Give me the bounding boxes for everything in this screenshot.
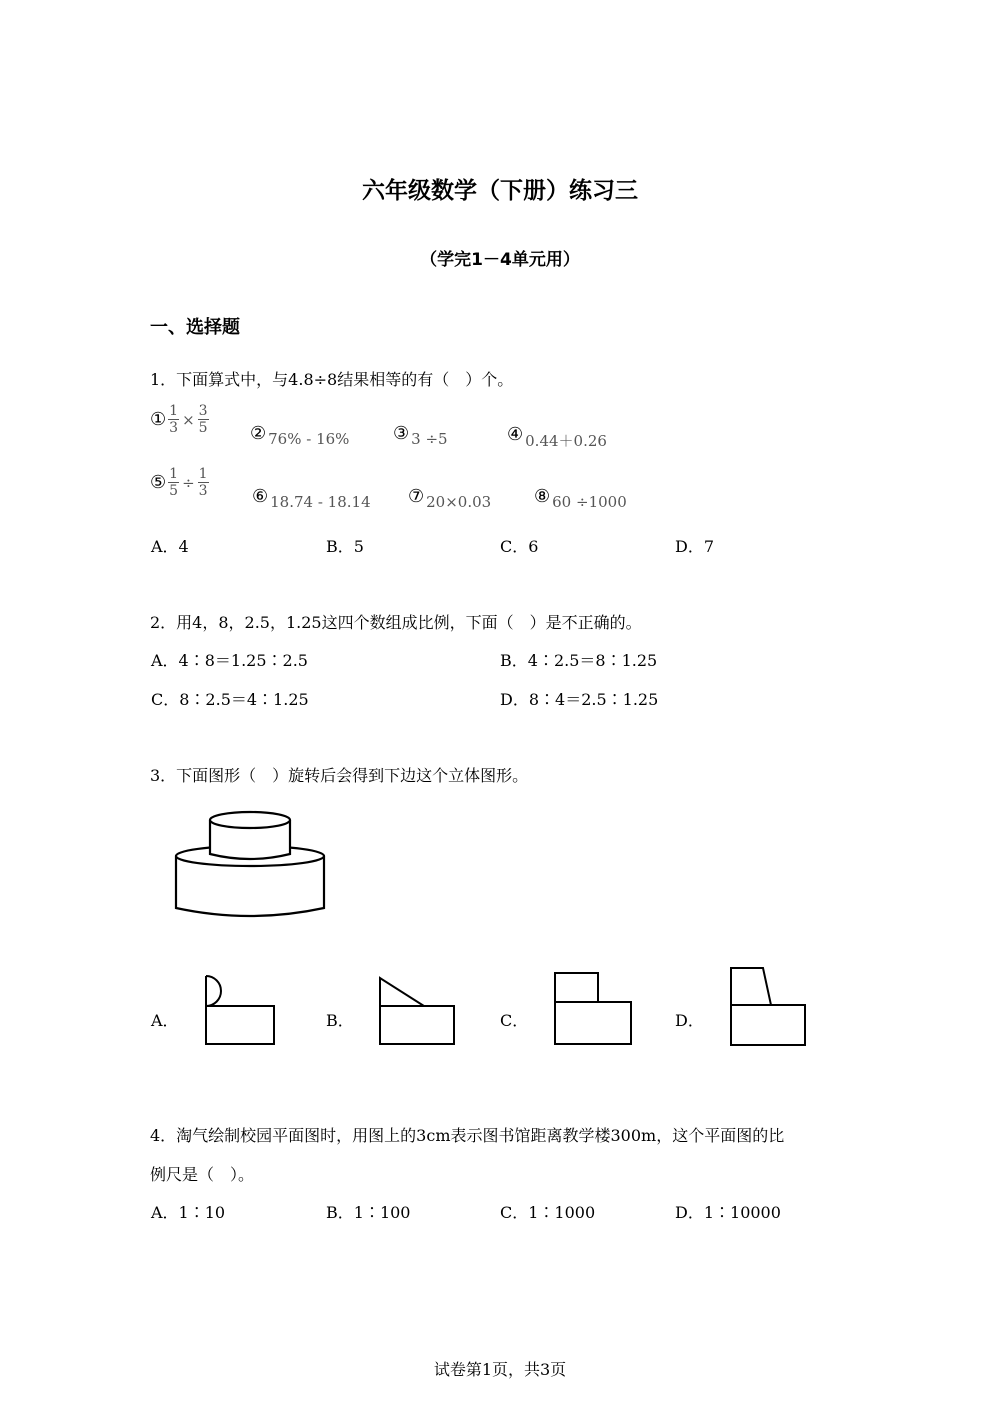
q3-option-d[interactable]: D．	[675, 1011, 704, 1030]
q2-option-d[interactable]: D．8∶4＝2.5∶1.25	[500, 690, 659, 709]
question-1-stem: 1．下面算式中，与4.8÷8结果相等的有（ ）个。	[150, 370, 514, 389]
item-number: ①	[150, 409, 167, 430]
q4-option-b[interactable]: B．1∶100	[326, 1203, 411, 1222]
expression: 18.74 - 18.14	[270, 493, 371, 511]
question-2-stem: 2．用4，8，2.5，1.25这四个数组成比例，下面（ ）是不正确的。	[150, 613, 642, 632]
question-4-stem-line2: 例尺是（ ）。	[150, 1165, 255, 1184]
page-footer: 试卷第1页，共3页	[433, 1360, 567, 1379]
q1-expression-1	[150, 403, 209, 436]
q2-option-b[interactable]: B．4∶2.5＝8∶1.25	[500, 651, 658, 670]
q1-expression-7	[408, 481, 491, 511]
option-b-shape	[374, 972, 460, 1048]
page-title: 六年级数学（下册）练习三	[362, 178, 638, 204]
stacked-cylinder-figure	[170, 808, 332, 924]
q2-option-a[interactable]: A．4∶8＝1.25∶2.5	[151, 651, 308, 670]
q4-option-d[interactable]: D．1∶10000	[675, 1203, 781, 1222]
q1-expression-6	[252, 481, 371, 511]
fraction: $\frac{1}{3}$	[169, 403, 179, 436]
item-number: ④	[507, 424, 524, 445]
fraction: $\frac{1}{5}$	[169, 466, 179, 499]
item-number: ③	[393, 422, 410, 444]
expression: 0.44＋0.26	[525, 432, 607, 450]
q4-option-c[interactable]: C．1∶1000	[500, 1203, 596, 1222]
item-number: ⑧	[534, 485, 551, 507]
section-heading: 一、选择题	[150, 317, 240, 338]
q1-expression-2	[250, 418, 349, 448]
expression: 60 ÷1000	[552, 493, 627, 511]
operator: ×	[182, 410, 195, 429]
q1-expression-8	[534, 481, 627, 511]
question-3-stem: 3．下面图形（ ）旋转后会得到下边这个立体图形。	[150, 766, 529, 785]
item-number: ⑤	[150, 472, 167, 493]
expression: 76% - 16%	[268, 430, 350, 448]
option-a-shape	[198, 972, 280, 1048]
q1-expression-4	[507, 418, 607, 451]
item-number: ⑦	[408, 485, 425, 507]
q1-option-b[interactable]: B．5	[326, 537, 364, 556]
option-d-shape	[725, 962, 811, 1050]
q2-option-c[interactable]: C．8∶2.5＝4∶1.25	[151, 690, 309, 709]
item-number: ②	[250, 422, 267, 444]
q3-option-a[interactable]: A．	[151, 1011, 179, 1030]
q3-option-b[interactable]: B．	[326, 1011, 354, 1030]
page-subtitle: （学完1－4单元用）	[420, 250, 580, 270]
expression: 3 ÷5	[411, 430, 448, 448]
option-c-shape	[550, 968, 636, 1050]
fraction: $\frac{3}{5}$	[198, 403, 208, 436]
q1-option-c[interactable]: C．6	[500, 537, 539, 556]
q3-option-c[interactable]: C．	[500, 1011, 529, 1030]
q1-expression-3	[393, 418, 448, 448]
q1-expression-5	[150, 466, 209, 499]
question-4-stem-line1: 4．淘气绘制校园平面图时，用图上的3cm表示图书馆距离教学楼300m，这个平面图的比	[150, 1126, 785, 1145]
fraction: $\frac{1}{3}$	[198, 466, 208, 499]
expression: 20×0.03	[426, 493, 492, 511]
q4-option-a[interactable]: A．1∶10	[151, 1203, 226, 1222]
q1-option-a[interactable]: A．4	[151, 537, 189, 556]
q1-option-d[interactable]: D．7	[675, 537, 715, 556]
item-number: ⑥	[252, 485, 269, 507]
operator: ÷	[182, 473, 195, 492]
